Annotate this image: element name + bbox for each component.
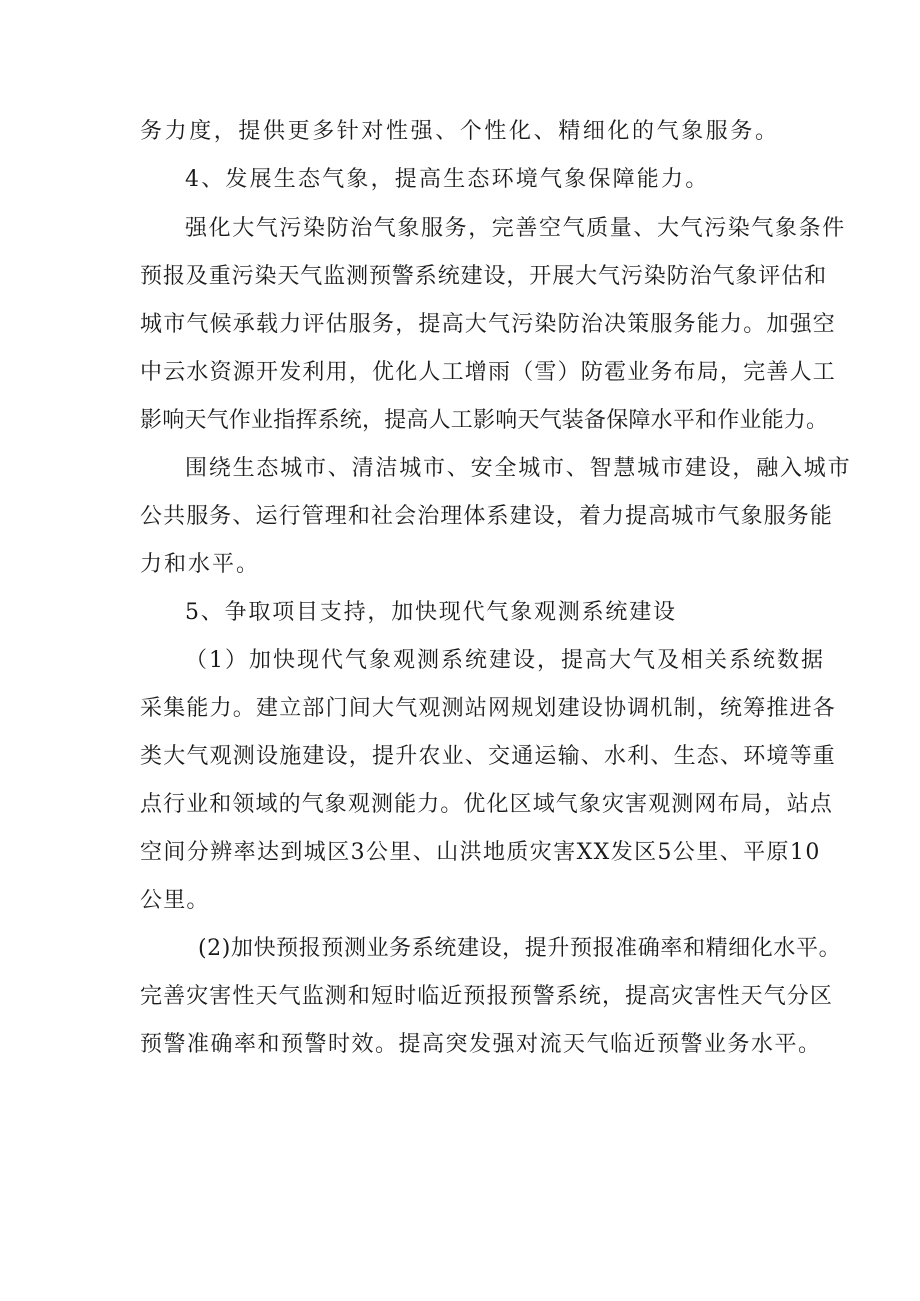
text-line: 预警准确率和预警时效。提高突发强对流天气临近预警业务水平。	[140, 1032, 822, 1057]
text-line: 公里。	[140, 888, 210, 913]
text-line: 采集能力。建立部门间大气观测站网规划建设协调机制，统筹推进各	[140, 696, 837, 721]
text-line: 务力度，提供更多针对性强、个性化、精细化的气象服务。	[140, 119, 780, 144]
text-line: 力和水平。	[140, 552, 261, 577]
text-line: 强化大气污染防治气象服务，完善空气质量、大气污染气象条件	[185, 216, 846, 241]
text-line: 中云水资源开发利用，优化人工增雨（雪）防雹业务布局，完善人工	[140, 360, 837, 385]
text-line: 影响天气作业指挥系统，提高人工影响天气装备保障水平和作业能力。	[140, 408, 829, 433]
text-line: 完善灾害性天气监测和短时临近预报预警系统，提高灾害性天气分区	[140, 984, 834, 1009]
text-line: 围绕生态城市、清洁城市、安全城市、智慧城市建设，融入城市	[185, 456, 852, 481]
subsection-heading-1: （1）加快现代气象观测系统建设，提高大气及相关系统数据	[185, 648, 825, 673]
text-line: 公共服务、运行管理和社会治理体系建设，着力提高城市气象服务能	[140, 504, 834, 529]
text-line: 预报及重污染天气监测预警系统建设，开展大气污染防治气象评估和	[140, 264, 828, 289]
subsection-heading-2: (2)加快预报预测业务系统建设，提升预报准确率和精细化水平。	[198, 936, 842, 961]
text-line: 城市气候承载力评估服务，提高大气污染防治决策服务能力。加强空	[140, 312, 837, 337]
text-line: 点行业和领域的气象观测能力。优化区域气象灾害观测网布局，站点	[140, 792, 834, 817]
section-heading-4: 4、发展生态气象，提高生态环境气象保障能力。	[185, 167, 710, 192]
section-heading-5: 5、争取项目支持，加快现代气象观测系统建设	[185, 600, 677, 625]
text-line: 空间分辨率达到城区3公里、山洪地质灾害XX发区5公里、平原10	[140, 840, 821, 865]
text-line: 类大气观测设施建设，提升农业、交通运输、水利、生态、环境等重	[140, 744, 837, 769]
